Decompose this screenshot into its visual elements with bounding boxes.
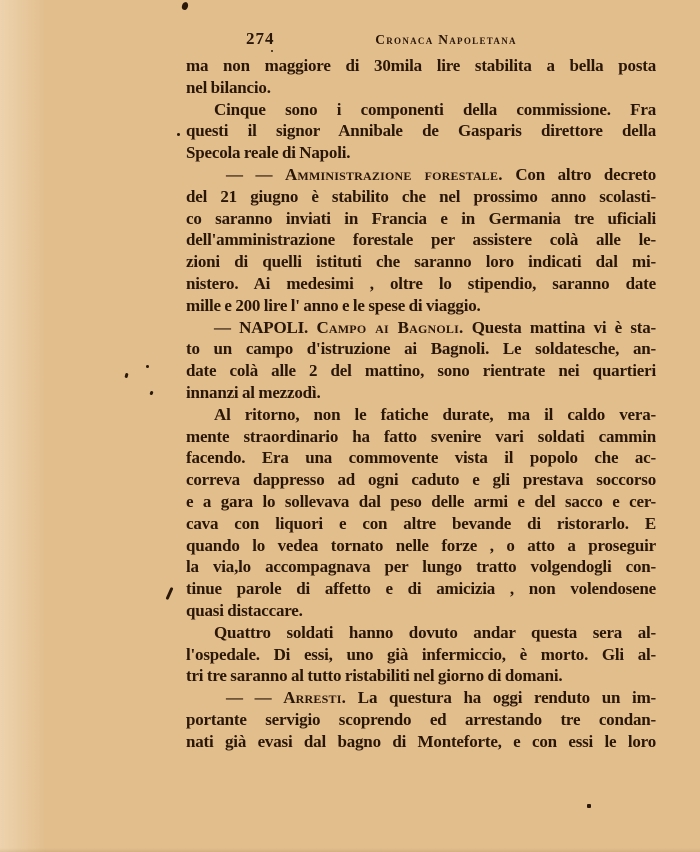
text-segment: — — (226, 688, 284, 708)
text-line (186, 687, 656, 709)
running-title: Cronaca Napoletana (375, 32, 517, 47)
text-line (186, 186, 656, 208)
text-line (186, 120, 656, 142)
text-segment: facendo. Era una commovente vista il popolo che ac- (186, 448, 656, 468)
small-caps-heading-segment: Amministrazione forestale. (284, 164, 503, 184)
text-segment: dell'amministrazione forestale per assistere colà alle le- (186, 230, 656, 250)
text-line (186, 622, 656, 644)
ink-speck (146, 365, 149, 368)
text-line (186, 164, 656, 186)
page-bottom-edge-shading (0, 848, 700, 852)
text-line (186, 447, 656, 469)
ink-speck (124, 373, 128, 379)
text-line (186, 556, 656, 578)
text-line (186, 469, 656, 491)
text-segment: nistero. Ai medesimi , oltre lo stipendio, saranno date (186, 273, 656, 293)
text-line (186, 382, 656, 404)
ink-speck (177, 133, 180, 136)
text-line (186, 665, 656, 687)
ink-speck (165, 587, 173, 600)
text-segment: l'ospedale. Di essi, uno già infermiccio, è morto. Gli al- (186, 644, 656, 664)
text-segment: — NAPOLI. (214, 317, 317, 337)
text-line (186, 404, 656, 426)
text-segment: zioni di quelli istituti che saranno loro indicati dal mi- (186, 252, 656, 272)
text-segment: correva dappresso ad ogni caduto e gli prestava soccorso (186, 470, 656, 490)
text-segment: La questura ha oggi renduto un im- (346, 688, 657, 708)
text-segment: cava con liquori e con altre bevande di ristorarlo. E (186, 513, 656, 533)
text-line (186, 644, 656, 666)
text-segment: tri tre saranno al tutto ristabiliti nel giorno di domani. (186, 666, 563, 686)
text-line (186, 251, 656, 273)
text-line (186, 731, 656, 753)
text-line (186, 273, 656, 295)
text-segment: tinue parole di affetto e di amicizia , non volendosene (186, 579, 656, 599)
text-line (186, 600, 656, 622)
small-caps-heading-segment: Campo ai Bagnoli. (316, 317, 464, 337)
text-line (186, 55, 656, 77)
text-line (186, 99, 656, 121)
text-segment: Specola reale di Napoli. (186, 143, 351, 163)
text-line (186, 295, 656, 317)
page-number: 274 (246, 29, 275, 48)
text-line (186, 317, 656, 339)
small-caps-heading-segment: Arresti. (283, 688, 347, 708)
text-line (186, 142, 656, 164)
text-line (186, 491, 656, 513)
page-left-edge-shading (0, 0, 46, 852)
text-segment: quasi distaccare. (186, 600, 303, 620)
text-segment: del 21 giugno è stabilito che nel prossimo anno scolasti- (186, 186, 656, 206)
text-segment: questi il signor Annibale de Gasparis direttore della (186, 121, 656, 141)
text-line (186, 338, 656, 360)
text-line (186, 535, 656, 557)
text-segment: Quattro soldati hanno dovuto andar questa sera al- (214, 622, 656, 642)
text-line (186, 426, 656, 448)
text-segment: nel bilancio. (186, 77, 271, 97)
text-segment: portante servigio scoprendo ed arrestando tre condan- (186, 709, 656, 729)
page-header (186, 29, 656, 51)
text-segment: ma non maggiore di 30mila lire stabilita a bella posta (186, 56, 656, 75)
text-segment: date colà alle 2 del mattino, sono rientrate nei quartieri (186, 361, 656, 381)
text-line (186, 77, 656, 99)
ink-speck (181, 1, 189, 10)
text-segment: Cinque sono i componenti della commissione. Fra (214, 99, 656, 119)
body-text (186, 55, 656, 753)
text-segment: mille e 200 lire l' anno e le spese di viaggio. (186, 295, 481, 315)
text-line (186, 360, 656, 382)
text-line (186, 513, 656, 535)
text-segment: innanzi al mezzodì. (186, 382, 321, 402)
text-segment: Al ritorno, non le fatiche durate, ma il caldo vera- (214, 404, 656, 424)
text-segment: nati già evasi dal bagno di Monteforte, e con essi le loro (186, 731, 656, 751)
text-segment: to un campo d'istruzione ai Bagnoli. Le soldatesche, an- (186, 339, 656, 359)
text-segment: quando lo vedea tornato nelle forze , o atto a proseguir (186, 535, 656, 555)
text-line (186, 208, 656, 230)
ink-speck (271, 50, 273, 52)
text-segment: Con altro decreto (502, 164, 657, 184)
text-segment: la via,lo accompagnava per lungo tratto volgendogli con- (186, 557, 656, 577)
text-segment: e a gara lo sollevava dal peso delle armi e del sacco e cer- (186, 491, 656, 511)
text-segment: co saranno inviati in Francia e in Germania tre uficiali (186, 208, 656, 228)
text-segment: — — (226, 164, 285, 184)
text-line (186, 229, 656, 251)
ink-speck (587, 804, 591, 808)
text-line (186, 578, 656, 600)
text-segment: mente straordinario ha fatto svenire vari soldati cammin (186, 426, 656, 446)
ink-speck (149, 391, 153, 396)
text-line (186, 709, 656, 731)
text-segment: Questa mattina vi è sta- (463, 317, 656, 337)
